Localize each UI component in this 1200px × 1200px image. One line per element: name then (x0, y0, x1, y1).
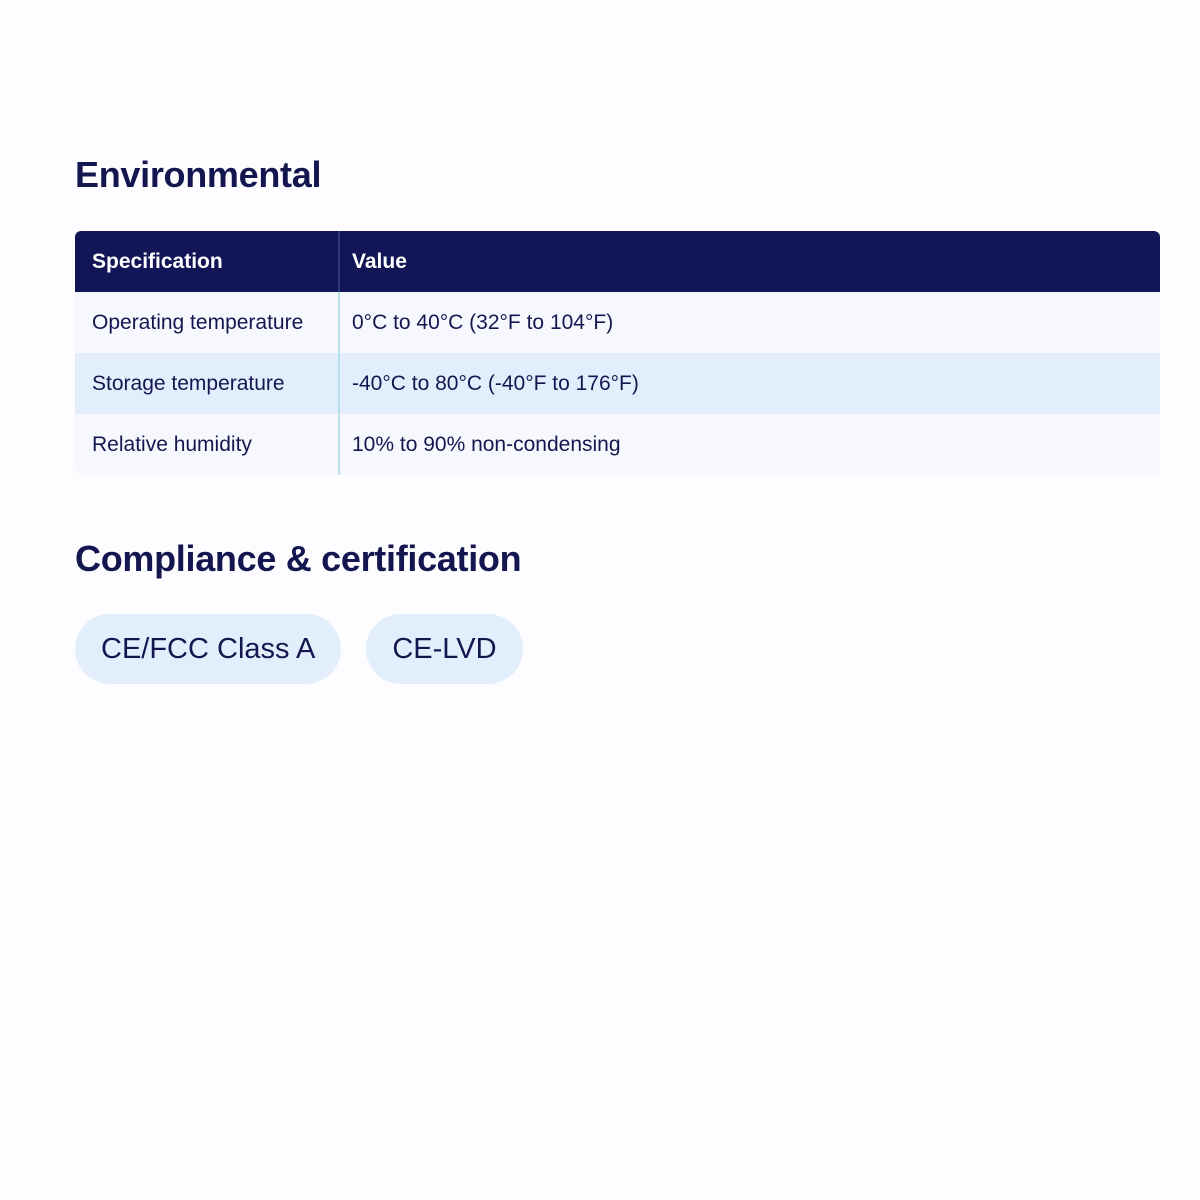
table-row (75, 414, 1160, 475)
certification-badges (75, 614, 523, 684)
table-row (75, 353, 1160, 414)
table-header-row (75, 231, 1160, 292)
certification-badge-ce-lvd: CE-LVD (366, 614, 522, 684)
column-header-specification: Specification (75, 231, 340, 292)
spec-cell: Relative humidity (75, 414, 340, 475)
value-cell: 10% to 90% non-condensing (340, 414, 1160, 475)
table-row (75, 292, 1160, 353)
column-header-value: Value (340, 231, 1160, 292)
compliance-heading: Compliance & certification (75, 538, 522, 579)
value-cell: 0°C to 40°C (32°F to 104°F) (340, 292, 1160, 353)
certification-badge-ce-fcc: CE/FCC Class A (75, 614, 341, 684)
environmental-heading: Environmental (75, 154, 322, 195)
environmental-table (75, 231, 1160, 475)
spec-cell: Operating temperature (75, 292, 340, 353)
spec-cell: Storage temperature (75, 353, 340, 414)
value-cell: -40°C to 80°C (-40°F to 176°F) (340, 353, 1160, 414)
